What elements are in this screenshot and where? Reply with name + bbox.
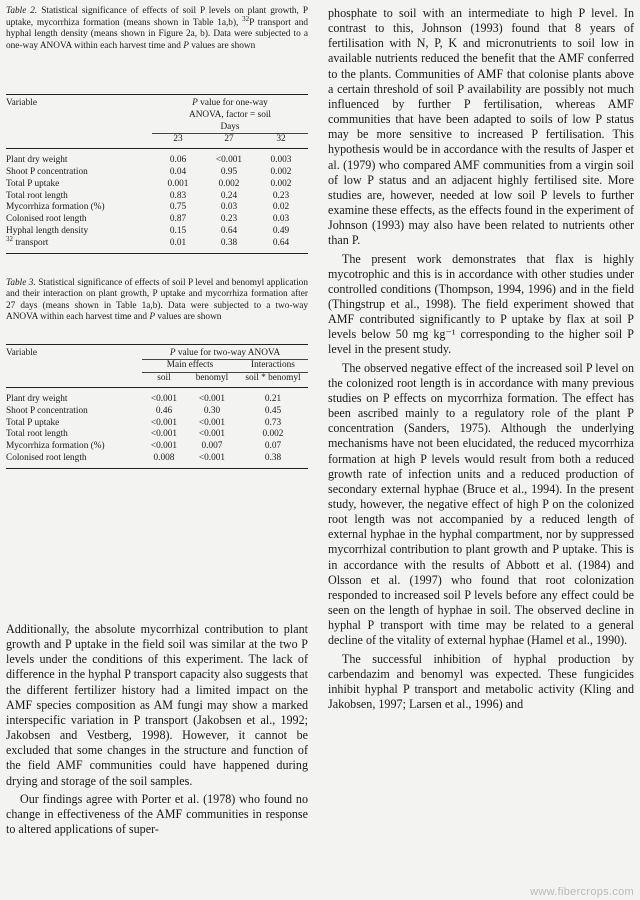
row-value: 0.73 — [264, 417, 282, 428]
row-value: 0.38 — [264, 452, 282, 463]
row-variable-text: transport — [13, 237, 49, 248]
watermark: www.fibercrops.com — [530, 886, 634, 898]
table3-interactions: Interactions — [238, 360, 308, 373]
row-variable: Shoot P concentration — [6, 166, 88, 177]
row-value: 0.46 — [155, 405, 173, 416]
table3-caption-text-c: values are shown — [155, 312, 222, 323]
table-row — [6, 441, 308, 453]
table3-subcol: soil * benomyl — [238, 373, 308, 388]
row-variable: Colonised root length — [6, 214, 87, 225]
table3-label: Table 3. — [6, 277, 36, 288]
row-value: <0.001 — [215, 155, 243, 166]
body-paragraph: The present work demonstrates that flax is highly mycotrophic and this is in accordance with other studies under controlled conditions (Thompson, 1994, 1996) and in the field (Thingstrup et al., 1998). The field experiment showed that AMF contributed significantly to P uptake by flax at soil P levels below 50 mg kg⁻¹ corresponding to the higher soil P level in the present study. — [328, 251, 634, 357]
table-row — [6, 238, 308, 253]
table-row — [6, 429, 308, 441]
table3 — [6, 344, 308, 469]
table2 — [6, 94, 308, 254]
row-value: 0.38 — [220, 237, 238, 248]
row-value: 0.64 — [220, 225, 238, 236]
row-value: 0.03 — [272, 214, 290, 225]
row-value: 0.002 — [270, 166, 292, 177]
row-variable: Total root length — [6, 190, 68, 201]
row-value: 0.002 — [218, 178, 240, 189]
table-row — [6, 406, 308, 418]
row-value: <0.001 — [198, 393, 226, 404]
table3-header-group — [142, 344, 308, 360]
row-value: 0.24 — [220, 190, 238, 201]
table-row — [6, 167, 308, 179]
row-value: 0.03 — [220, 202, 238, 213]
body-paragraph: Our findings agree with Porter et al. (1978) who found no change in effectiveness of the AMF communities in response to altered applications of super- — [6, 791, 308, 837]
row-value: 0.64 — [272, 237, 290, 248]
table2-header-p: P — [192, 98, 198, 108]
body-paragraph: Additionally, the absolute mycorrhizal contribution to plant growth and P uptake in the field soil was similar at the two P levels under the conditions of this experiment. The lack of difference in the hyphal P transport capacity also suggests that the different fertilizer history had a limited impact on the AMF species composition as AM fungi may show a marked interspecific variation in P transport (Jakobsen et al., 1992; Jakobsen and Vestberg, 1998). However, it cannot be excluded that some changes in the structure and function of the field AMF communities could have happened during drying and storage of the soil samples. — [6, 622, 308, 788]
row-variable — [6, 234, 152, 253]
row-value: <0.001 — [150, 393, 178, 404]
table-row — [6, 453, 308, 468]
body-paragraph: phosphate to soil with an intermediate to high P level. In contrast to this, Johnson (1993) found that 8 years of fertilisation with N, P, K and micronutrients to soil low in available nutrients reduced the benefit that the AMF conferred to the plants. Communities of AMF that colonise plants above a certain threshold of soil P availability are possibly not much influenced by further P fertilisation, whereas AMF communities that have been adapted to soils of low P status may be more sensitive to increased P fertilisation. This hypothesis would be in accordance with the results of Jasper et al. (1979) who compared AMF communities from a virgin soil of low P status and an adjacent highly fertilised site. More studies are, however, needed at low soil P levels to further examine these effects, as the effects found in the experiment of Johnson (1993) may also have been related to nutrients other than P. — [328, 6, 634, 248]
table3-caption-text-a: Statistical significance of effects of soil P level and benomyl application and their interaction on plant growth, P uptake and mycorrhiza formation after 27 days (means shown in Table 1a,b). Data were subjected to a two-way ANOVA within each harvest time and — [6, 277, 308, 323]
row-value: 0.83 — [169, 190, 187, 201]
table3-header-group-text: value for two-way ANOVA — [175, 347, 281, 358]
row-value: 0.04 — [169, 166, 187, 177]
table3-caption — [6, 278, 308, 336]
row-value: 0.02 — [272, 202, 290, 213]
row-value: 0.23 — [272, 190, 290, 201]
row-value: 0.002 — [262, 429, 284, 440]
row-variable: Colonised root length — [6, 452, 87, 463]
table2-header-days: Days — [220, 121, 240, 132]
row-value: 0.15 — [169, 225, 187, 236]
table-row — [6, 214, 308, 226]
row-value: 0.45 — [264, 405, 282, 416]
row-variable: Mycorrhiza formation (%) — [6, 441, 105, 452]
table-row — [6, 226, 308, 238]
row-variable: Plant dry weight — [6, 155, 68, 166]
table2-header-line2: ANOVA, factor = soil — [188, 109, 272, 120]
table2-header-group — [152, 95, 308, 134]
row-value: <0.001 — [150, 429, 178, 440]
table2-caption-sup: 32 — [242, 14, 250, 23]
table2-caption-text-b: P transport and hyphal length density (means shown in Figure 2a, b). Data were subjected to a one-way ANOVA within each harvest time and — [6, 17, 308, 51]
row-value: 0.01 — [169, 237, 187, 248]
row-variable: Plant dry weight — [6, 393, 68, 404]
row-variable: Mycorrhiza formation (%) — [6, 202, 105, 213]
row-value: 0.87 — [169, 214, 187, 225]
row-value: 0.07 — [264, 441, 282, 452]
row-value: 0.95 — [220, 166, 238, 177]
table2-day-col: 27 — [204, 134, 254, 149]
row-value: 0.75 — [169, 202, 187, 213]
row-value: 0.007 — [201, 441, 223, 452]
row-variable: Total P uptake — [6, 178, 60, 189]
table2-caption-text-c: values are shown — [188, 40, 256, 51]
row-value: <0.001 — [198, 417, 226, 428]
row-value: 0.06 — [169, 155, 187, 166]
right-column — [328, 6, 634, 712]
left-body-text — [6, 622, 308, 837]
table3-caption-p: P — [149, 312, 156, 323]
row-value: 0.002 — [270, 178, 292, 189]
table-row — [6, 191, 308, 203]
row-variable: Total root length — [6, 429, 68, 440]
table3-main-effects: Main effects — [142, 360, 238, 373]
table2-caption-text-a: Statistical significance of effects of soil P levels on plant growth, P uptake, mycorrhiza formation (means shown in Table 1a,b), — [6, 6, 308, 28]
table2-header-variable: Variable — [6, 98, 37, 108]
row-value: 0.30 — [203, 405, 221, 416]
table2-day-col: 23 — [152, 134, 204, 149]
table-row — [6, 418, 308, 430]
row-variable: Total P uptake — [6, 417, 60, 428]
body-paragraph: The successful inhibition of hyphal production by carbendazim and benomyl was expected. These fungicides inhibit hyphal P transport and metabolic activity (Kling and Jakobsen, 1997; Larsen et al., 1996) and — [328, 651, 634, 712]
table-row — [6, 394, 308, 406]
row-value: <0.001 — [150, 441, 178, 452]
body-paragraph: The observed negative effect of the increased soil P level on the colonized root length is in accordance with many previous studies on P effects on mycorrhiza formation. The effect has been ascribed mainly to a regulatory role of the plant P concentration (Sanders, 1975). Although the underlying mechanisms have not been elucidated, the reduced mycorrhiza formation at high P levels would result from both a reduced growth rate of infection units and a reduced production of secondary external hyphae (Bruce et al., 1994). In the present study, however, the negative effect of high P on the colonized root length was not accompanied by a reduced length of external hyphae in the hyphal compartment, nor by suppressed mycorrhizal contribution to plant growth and P uptake. This is in accordance with the results of Abbott et al. (1984) and Olsson et al. (1997) who found that root colonization responded to increased soil P levels before any effect could be seen on the length of hyphae in soil. The observed decline in hyphal P transport with time may be related to a general decline of the vitality of external hyphae (Hamel et al., 1990). — [328, 360, 634, 648]
table2-label: Table 2. — [6, 6, 38, 16]
row-variable-sup: 32 — [6, 234, 13, 243]
row-value: 0.003 — [270, 155, 292, 166]
table3-header-variable: Variable — [6, 347, 37, 358]
row-value: <0.001 — [198, 429, 226, 440]
table2-caption-p: P — [183, 40, 189, 51]
table2-header-line1: value for one-way — [197, 98, 268, 108]
row-value: 0.008 — [153, 452, 175, 463]
row-value: <0.001 — [198, 452, 226, 463]
left-column — [6, 6, 308, 837]
table-row — [6, 179, 308, 191]
table-row — [6, 155, 308, 167]
row-variable: Hyphal length density — [6, 225, 89, 236]
row-value: <0.001 — [150, 417, 178, 428]
table-row — [6, 202, 308, 214]
row-value: 0.001 — [167, 178, 189, 189]
table2-day-col: 32 — [254, 134, 308, 149]
table3-subcol: benomyl — [186, 373, 238, 388]
row-variable: Shoot P concentration — [6, 405, 88, 416]
row-value: 0.23 — [220, 214, 238, 225]
table2-caption — [6, 6, 308, 86]
row-value: 0.21 — [264, 393, 282, 404]
table3-header-p: P — [169, 347, 176, 358]
row-value: 0.49 — [272, 225, 290, 236]
table3-subcol: soil — [142, 373, 186, 388]
